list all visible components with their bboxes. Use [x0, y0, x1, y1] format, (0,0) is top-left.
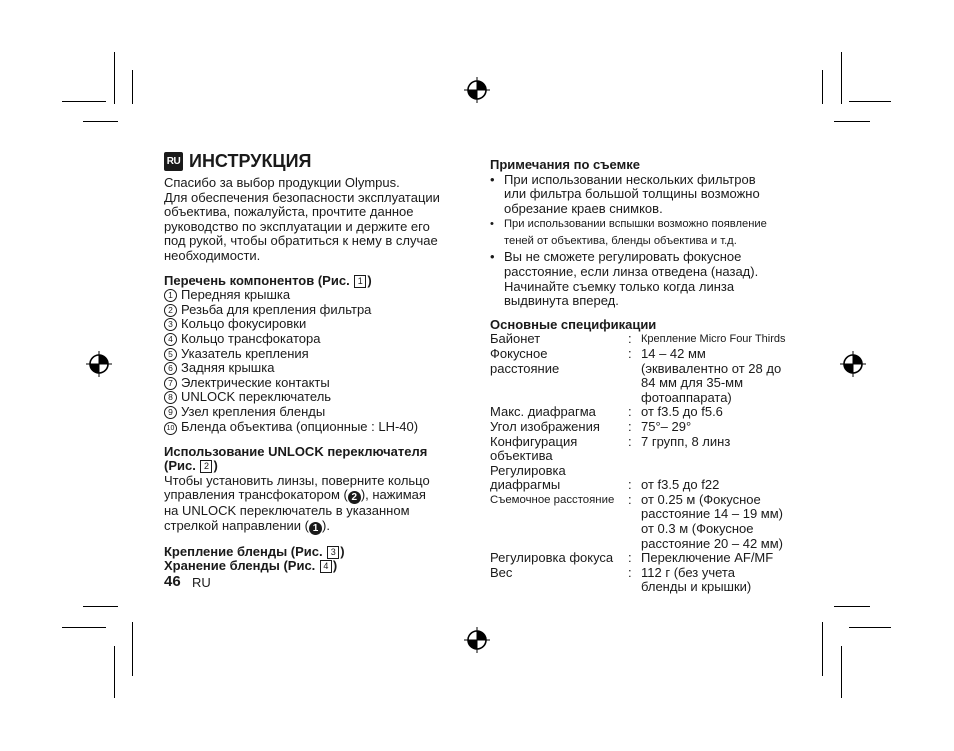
- list-item: 4 Кольцо трансфокатора: [164, 332, 464, 347]
- item-number: 1: [164, 289, 177, 302]
- step-1-marker: 1: [309, 522, 322, 535]
- item-number: 4: [164, 333, 177, 346]
- right-column: [490, 158, 800, 595]
- list-item: 5 Указатель крепления: [164, 347, 464, 362]
- crop-mark: [132, 622, 133, 676]
- figure-ref: 2: [200, 460, 212, 473]
- intro-paragraph: [164, 176, 464, 264]
- list-item: 2 Резьба для крепления фильтра: [164, 303, 464, 318]
- crop-mark: [834, 121, 870, 122]
- item-number: 3: [164, 318, 177, 331]
- title-text: ИНСТРУКЦИЯ: [189, 151, 312, 171]
- crop-mark: [834, 606, 870, 607]
- item-number: 8: [164, 391, 177, 404]
- item-number: 2: [164, 304, 177, 317]
- page-title: [164, 150, 464, 172]
- spec-row: Байонет : Крепление Micro Four Thirds: [490, 331, 786, 347]
- intro-line: необходимости.: [164, 247, 261, 263]
- specs-heading: Основные спецификации: [490, 316, 657, 332]
- item-number: 10: [164, 422, 177, 435]
- item-number: 6: [164, 362, 177, 375]
- note-item: • При использовании нескольких фильтров или фильтра большой толщины возможно обрезание краев снимков.: [490, 171, 760, 216]
- spec-row: Съемочное расстояние : от 0.25 м (Фокусное расстояние 14 – 19 мм) от 0.3 м (Фокусное расстояние 20 – 42 мм): [490, 491, 784, 551]
- list-item: 9 Узел крепления бленды: [164, 405, 464, 420]
- note-item: • При использовании вспышки возможно появление теней от объектива, бленды объектива и т.д.: [490, 216, 800, 250]
- list-item: 6 Задняя крышка: [164, 361, 464, 376]
- page-language: RU: [192, 575, 211, 590]
- crop-mark: [114, 52, 115, 104]
- item-number: 9: [164, 406, 177, 419]
- spec-row: Конфигурация объектива : 7 групп, 8 линз: [490, 433, 731, 464]
- step-2-marker: 2: [348, 491, 361, 504]
- list-item: 7 Электрические контакты: [164, 376, 464, 391]
- item-number: 7: [164, 377, 177, 390]
- unlock-heading: Использование UNLOCK переключателя (Рис. 2 ): [164, 443, 428, 474]
- registration-mark-icon: [464, 77, 490, 103]
- spec-row: Угол изображения : 75°– 29°: [490, 418, 692, 434]
- list-item: 10 Бленда объектива (опционные : LH-40): [164, 420, 464, 435]
- figure-ref: 4: [320, 560, 332, 573]
- language-badge: RU: [164, 152, 183, 171]
- list-item: 1 Передняя крышка: [164, 288, 464, 303]
- bullet: •: [490, 218, 494, 231]
- intro-line: Спасибо за выбор продукции Olympus.: [164, 175, 400, 190]
- list-item: 3 Кольцо фокусировки: [164, 317, 464, 332]
- bullet: •: [490, 249, 495, 265]
- spec-row: Регулировка фокуса : Переключение AF/MF: [490, 550, 774, 566]
- spec-row: Вес : 112 г (без учета бленды и крышки): [490, 564, 752, 595]
- crop-mark: [114, 646, 115, 698]
- intro-line: руководство по эксплуатации и держите его: [164, 218, 430, 234]
- crop-mark: [849, 627, 891, 628]
- unlock-paragraph: Чтобы установить линзы, поверните кольцо управления трансфокатором ( 2 ), нажимая на UNLOCK переключатель в указанном стрелкой направлении ( 1 ).: [164, 472, 430, 534]
- crop-mark: [83, 121, 118, 122]
- figure-ref: 3: [327, 546, 339, 559]
- crop-mark: [62, 627, 106, 628]
- intro-line: под рукой, чтобы обратиться к нему в случае: [164, 233, 438, 249]
- item-number: 5: [164, 348, 177, 361]
- registration-mark-icon: [86, 351, 112, 377]
- crop-mark: [822, 70, 823, 104]
- crop-mark: [849, 101, 891, 102]
- notes-heading: Примечания по съемке: [490, 157, 640, 172]
- crop-mark: [841, 52, 842, 104]
- intro-line: Для обеспечения безопасности эксплуатации: [164, 189, 440, 205]
- crop-mark: [841, 646, 842, 698]
- bullet: •: [490, 171, 495, 187]
- spec-row: Регулировка диафрагмы : от f3.5 до f22: [490, 462, 720, 493]
- list-item: 8 UNLOCK переключатель: [164, 390, 464, 405]
- crop-mark: [62, 101, 106, 102]
- crop-mark: [83, 606, 118, 607]
- registration-mark-icon: [464, 627, 490, 653]
- hood-mount-heading: Крепление бленды (Рис. 3 ): [164, 543, 345, 559]
- hood-storage-heading: Хранение бленды (Рис. 4 ): [164, 558, 338, 574]
- crop-mark: [132, 70, 133, 104]
- figure-ref: 1: [354, 275, 366, 288]
- note-item: • Вы не сможете регулировать фокусное расстояние, если линза отведена (назад). Начинайте съемку только когда линза выдвинута вперед.: [490, 249, 759, 309]
- components-list: [164, 288, 464, 434]
- intro-line: объектива, пожалуйста, прочтите данное: [164, 204, 414, 220]
- crop-mark: [822, 622, 823, 676]
- spec-row: Фокусное расстояние : 14 – 42 мм (эквивалентно от 28 до 84 мм для 35-мм фотоаппарата): [490, 345, 782, 405]
- registration-mark-icon: [840, 351, 866, 377]
- page-number: 46: [164, 573, 181, 590]
- left-column: [164, 150, 464, 574]
- spec-row: Макс. диафрагма : от f3.5 до f5.6: [490, 404, 723, 420]
- components-heading: Перечень компонентов (Рис. 1 ): [164, 272, 372, 288]
